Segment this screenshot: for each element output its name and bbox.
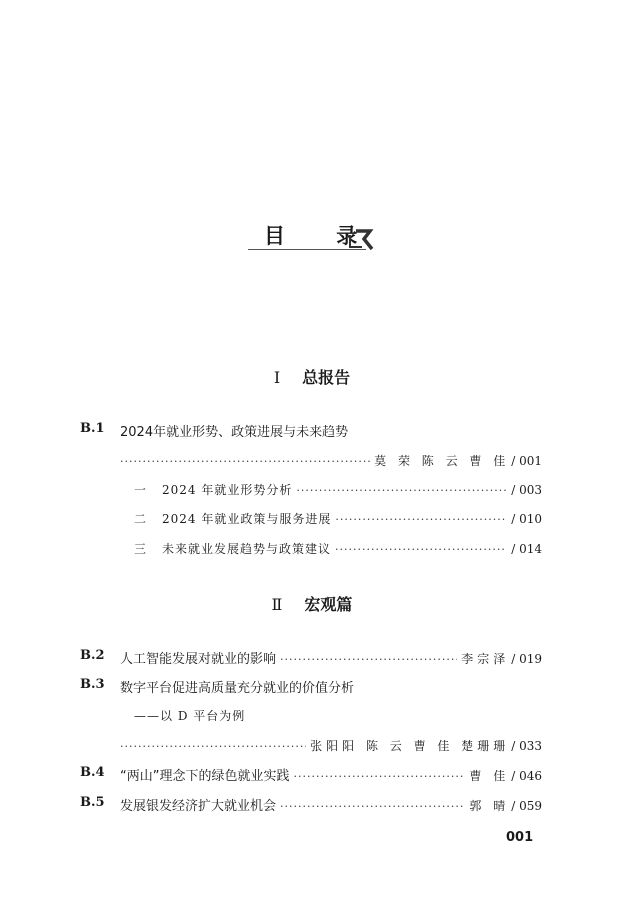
toc-entry[interactable] [120,648,542,667]
heading-ornament-icon [346,225,380,253]
entry-number: B.5 [80,795,105,810]
leader-dots [296,484,507,497]
subentry-number: 二 [134,512,147,526]
section-title: 宏观篇 [304,595,353,614]
leader-dots [120,455,370,468]
section-heading-2 [0,592,624,615]
subentry-title: 未来就业发展趋势与政策建议 [162,542,332,556]
entry-author: 张阳阳 陈 云 曹 佳 楚珊珊 [310,739,510,753]
toc-entry-author-line[interactable] [120,737,542,754]
entry-title: 人工智能发展对就业的影响 [120,652,277,667]
leader-dots [335,543,507,556]
entry-page: / 059 [511,799,542,813]
section-heading-1 [0,365,624,388]
leader-dots [293,770,465,783]
toc-subentry[interactable] [134,540,542,557]
leader-dots [335,513,507,526]
subentry-title: 2024 年就业政策与服务进展 [162,512,332,526]
section-number: Ⅰ [273,368,281,387]
entry-author: 郭 晴 [469,799,510,813]
toc-entry[interactable] [120,795,542,814]
page-number: 001 [506,830,534,845]
subentry-number: 一 [134,483,147,497]
leader-dots [280,653,457,666]
toc-entry-subtitle [134,707,434,724]
section-title: 总报告 [302,368,351,387]
subentry-title: 2024 年就业形势分析 [162,483,293,497]
toc-entry[interactable] [120,765,542,784]
entry-title: 2024年就业形势、政策进展与未来趋势 [120,425,349,440]
entry-title: 数字平台促进高质量充分就业的价值分析 [120,681,355,696]
toc-entry[interactable] [120,421,542,440]
entry-subtitle: ——以 D 平台为例 [134,709,246,723]
entry-page: / 010 [511,512,542,526]
leader-dots [120,740,306,753]
toc-heading: 目 录 [264,223,380,248]
entry-title: “两山”理念下的绿色就业实践 [120,769,290,784]
entry-page: / 001 [511,454,542,468]
entry-author: 莫 荣 陈 云 曹 佳 [374,454,510,468]
entry-number: B.3 [80,677,105,692]
toc-entry[interactable] [120,677,542,696]
entry-page: / 014 [511,542,542,556]
entry-author: 李宗泽 [461,652,510,666]
entry-page: / 003 [511,483,542,497]
entry-page: / 033 [511,739,542,753]
entry-title: 发展银发经济扩大就业机会 [120,799,277,814]
entry-page: / 046 [511,769,542,783]
leader-dots [280,800,465,813]
toc-entry-author-line[interactable] [120,452,542,469]
section-number: Ⅱ [271,595,283,614]
entry-page: / 019 [511,652,542,666]
entry-number: B.1 [80,421,105,436]
entry-number: B.4 [80,765,105,780]
toc-subentry[interactable] [134,510,542,527]
entry-number: B.2 [80,648,105,663]
entry-author: 曹 佳 [469,769,510,783]
toc-subentry[interactable] [134,481,542,498]
subentry-number: 三 [134,542,147,556]
